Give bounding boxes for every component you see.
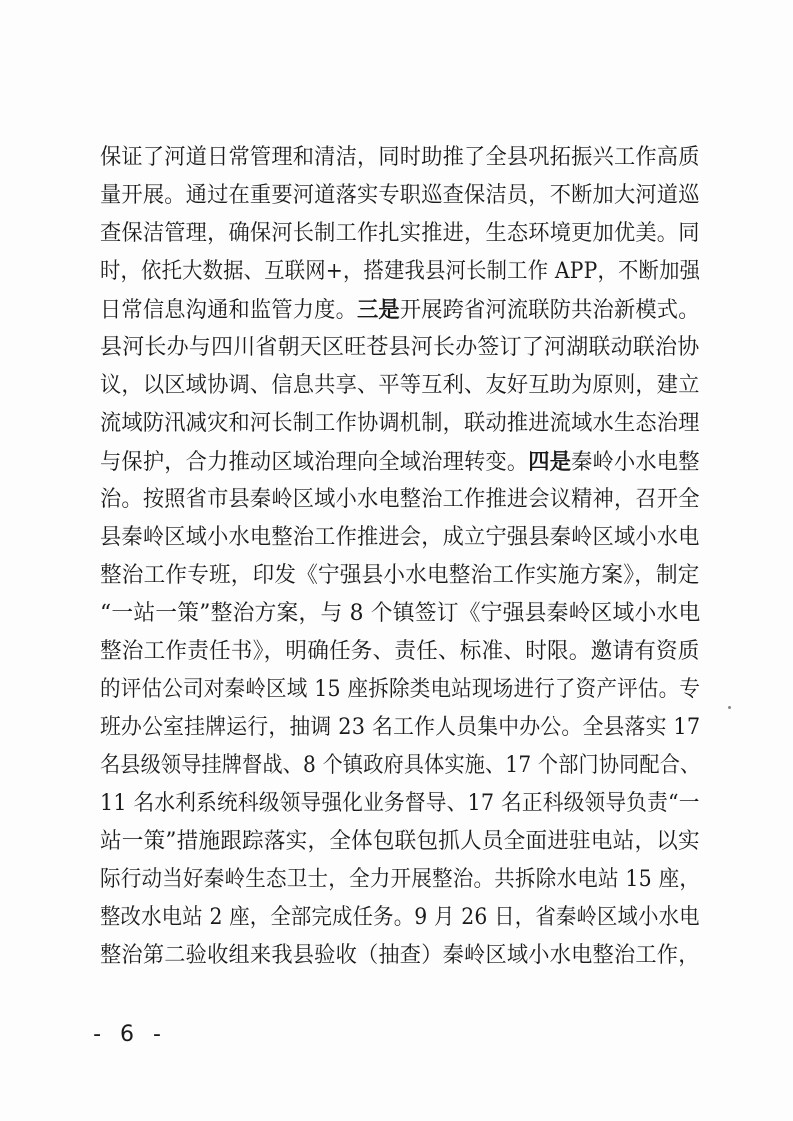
text-segment: 秦岭小水电整 [571, 450, 700, 475]
section-marker-fourth: 四是 [528, 449, 572, 475]
text-segment: 日常信息沟通和监管力度。 [100, 298, 357, 323]
body-text-line-12: 整治工作专班，印发《宁强县小水电整治工作实施方案》，制定 [100, 563, 700, 588]
body-text-line-6: 县河长办与四川省朝天区旺苍县河长办签订了河湖联动联治协 [100, 335, 700, 360]
body-text-line-22: 整治第二验收组来我县验收（抽查）秦岭区域小水电整治工作， [100, 943, 700, 968]
body-text-line-10: 治。按照省市县秦岭区域小水电整治工作推进会议精神，召开全 [100, 487, 700, 512]
body-text-line-8: 流域防汛减灾和河长制工作协调机制，联动推进流域水生态治理 [100, 411, 700, 436]
body-text-line-3: 查保洁管理，确保河长制工作扎实推进，生态环境更加优美。同 [100, 221, 700, 246]
body-text-line-20: 际行动当好秦岭生态卫士，全力开展整治。共拆除水电站 15 座， [100, 867, 701, 892]
body-text-line-19: 站一策”措施跟踪落实，全体包联包抓人员全面进驻电站，以实 [100, 829, 700, 854]
body-text-line-11: 县秦岭区域小水电整治工作推进会，成立宁强县秦岭区域小水电 [100, 525, 700, 550]
body-text-line-7: 议，以区域协调、信息共享、平等互利、友好互助为原则，建立 [100, 373, 700, 398]
body-text-line-2: 量开展。通过在重要河道落实专职巡查保洁员，不断加大河道巡 [100, 183, 700, 208]
body-text-line-1: 保证了河道日常管理和清洁，同时助推了全县巩拓振兴工作高质 [100, 145, 700, 170]
section-marker-third: 三是 [356, 297, 400, 323]
body-text-line-21: 整改水电站 2 座，全部完成任务。9 月 26 日，省秦岭区域小水电 [100, 905, 700, 930]
text-segment: 开展跨省河流联防共治新模式。 [399, 298, 700, 323]
body-text-line-16: 班办公室挂牌运行，抽调 23 名工作人员集中办公。全县落实 17 [100, 715, 701, 740]
body-text-line-4: 时，依托大数据、互联网+，搭建我县河长制工作 APP，不断加强 [100, 259, 701, 284]
scan-speck [728, 706, 731, 709]
body-text-line-18: 11 名水利系统科级领导强化业务督导、17 名正科级领导负责“一 [100, 791, 700, 816]
body-text-line-17: 名县级领导挂牌督战、8 个镇政府具体实施、17 个部门协同配合、 [100, 753, 701, 778]
text-segment: 与保护，合力推动区域治理向全域治理转变。 [100, 450, 529, 475]
body-text-line-13: “一站一策”整治方案，与 8 个镇签订《宁强县秦岭区域小水电 [100, 601, 701, 626]
page-number: - 6 - [93, 1022, 167, 1047]
body-text-line-9 [100, 443, 700, 481]
body-text-line-14: 整治工作责任书》，明确任务、责任、标准、时限。邀请有资质 [100, 639, 700, 664]
body-text-line-15: 的评估公司对秦岭区域 15 座拆除类电站现场进行了资产评估。专 [100, 677, 701, 702]
body-text-line-5 [100, 291, 700, 329]
